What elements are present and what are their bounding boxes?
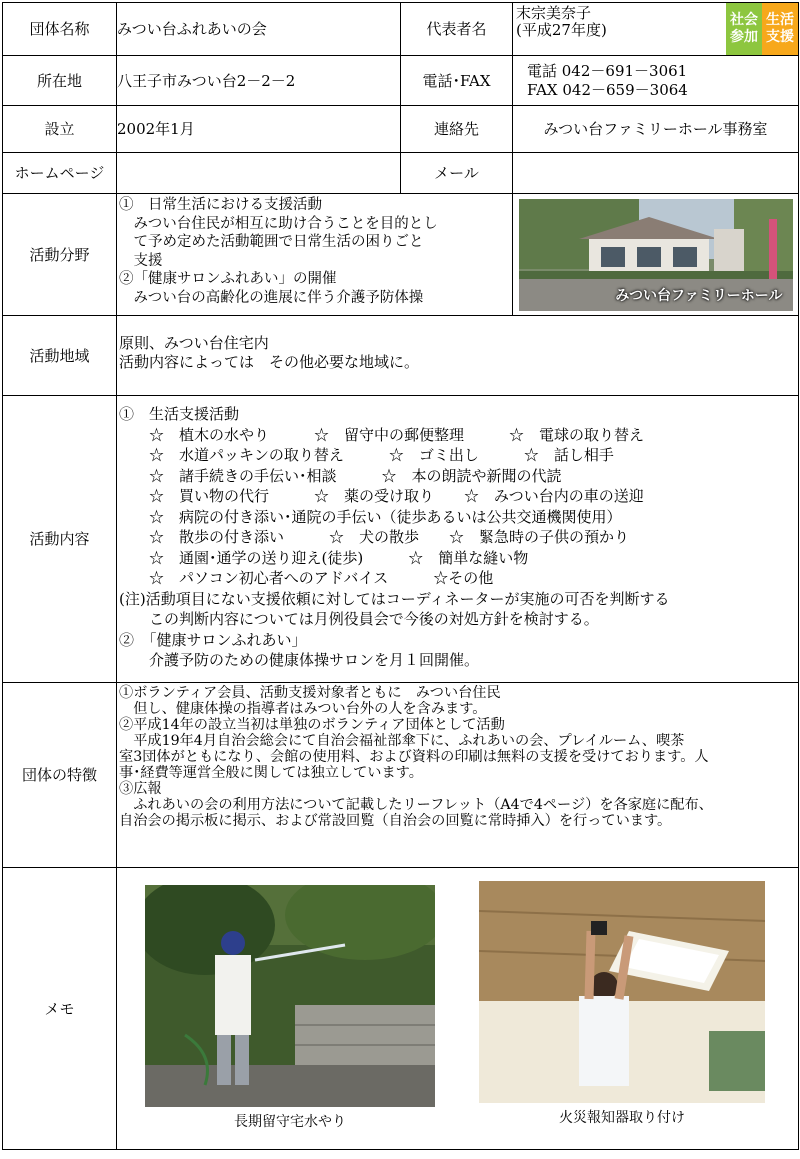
contact-place: みつい台ファミリーホール事務室 bbox=[513, 106, 799, 153]
label-contact: 連絡先 bbox=[401, 106, 513, 153]
label-founded: 設立 bbox=[3, 106, 117, 153]
label-activity-content: 活動内容 bbox=[3, 396, 117, 683]
fire-alarm-photo bbox=[479, 881, 765, 1103]
badge1-line1: 社会 bbox=[730, 12, 758, 28]
founded-date: 2002年1月 bbox=[117, 106, 401, 153]
tel-fax-cell bbox=[513, 56, 799, 106]
representative-name-line1: 末宗美奈子 bbox=[516, 4, 592, 22]
organization-name: みつい台ふれあいの会 bbox=[117, 3, 401, 56]
row-activity-content bbox=[3, 396, 799, 683]
row-activity-field bbox=[3, 194, 799, 316]
content-line: ① 生活支援活動 bbox=[119, 405, 240, 423]
watering-photo bbox=[145, 885, 435, 1107]
field-line: ① 日常生活における支援活動 bbox=[119, 197, 322, 213]
label-features: 団体の特徴 bbox=[3, 683, 117, 868]
row-memo bbox=[3, 868, 799, 1150]
content-line: ☆ 水道パッキンの取り替え ☆ ゴミ出し ☆ 話し相手 bbox=[119, 446, 614, 464]
memo-photos bbox=[117, 869, 798, 1149]
content-line: ☆ パソコン初心者へのアドバイス ☆その他 bbox=[119, 569, 494, 587]
representative-name bbox=[513, 3, 726, 55]
feature-line: 平成19年4月自治会総会にて自治会福祉部傘下に、ふれあいの会、プレイルーム、喫茶 bbox=[119, 733, 685, 749]
label-activity-field: 活動分野 bbox=[3, 194, 117, 316]
organization-profile-sheet bbox=[2, 2, 798, 1153]
fire-alarm-caption: 火災報知器取り付け bbox=[559, 1109, 685, 1126]
activity-content-text bbox=[117, 396, 799, 683]
row-address bbox=[3, 56, 799, 106]
family-hall-photo-caption: みつい台ファミリーホール bbox=[615, 287, 783, 304]
label-tel-fax: 電話･FAX bbox=[401, 56, 513, 106]
label-activity-area: 活動地域 bbox=[3, 316, 117, 396]
content-line: 介護予防のための健康体操サロンを月１回開催。 bbox=[119, 651, 480, 669]
features-lines bbox=[117, 683, 798, 829]
row-features bbox=[3, 683, 799, 868]
area-line: 原則、みつい台住宅内 bbox=[119, 334, 269, 352]
feature-line: ふれあいの会の利用方法について記載したリーフレット（A4で4ページ）を各家庭に配布、 bbox=[119, 797, 713, 813]
content-line: ☆ 買い物の代行 ☆ 薬の受け取り ☆ みつい台内の車の送迎 bbox=[119, 487, 644, 505]
activity-area-lines bbox=[117, 316, 798, 372]
content-line: ② 「健康サロンふれあい」 bbox=[119, 630, 307, 649]
activity-content-lines bbox=[117, 396, 798, 671]
field-line: ②「健康サロンふれあい」の開催 bbox=[119, 271, 337, 287]
content-line: ☆ 諸手続きの手伝い･相談 ☆ 本の朗読や新聞の代読 bbox=[119, 466, 562, 485]
activity-area-text bbox=[117, 316, 799, 396]
memo-cell bbox=[117, 868, 799, 1150]
badge2-line1: 生活 bbox=[766, 12, 794, 28]
content-line: この判断内容については月例役員会で今後の対処方針を検討する。 bbox=[119, 610, 599, 628]
label-mail: メール bbox=[401, 153, 513, 194]
feature-line: 自治会の掲示板に掲示、および常設回覧（自治会の回覧に常時挿入）を行っています。 bbox=[119, 813, 672, 829]
badge-social-participation bbox=[726, 3, 762, 55]
field-line: みつい台の高齢化の進展に伴う介護予防体操 bbox=[119, 289, 424, 306]
fax-number: FAX 042－659－3064 bbox=[527, 80, 688, 99]
feature-line: ③広報 bbox=[119, 781, 162, 797]
activity-field-lines bbox=[117, 194, 512, 307]
row-organization bbox=[3, 3, 799, 56]
row-activity-area bbox=[3, 316, 799, 396]
tel-number: 電話 042－691－3061 bbox=[527, 61, 688, 80]
feature-line: ②平成14年の設立当初は単独のボランティア団体として活動 bbox=[119, 717, 505, 733]
fire-alarm-illustration bbox=[479, 881, 765, 1103]
content-line: ☆ 散歩の付き添い ☆ 犬の散歩 ☆ 緊急時の子供の預かり bbox=[119, 528, 630, 546]
row-founded bbox=[3, 106, 799, 153]
field-line: 支援 bbox=[119, 252, 163, 269]
representative-wrap bbox=[513, 3, 798, 55]
watering-caption: 長期留守宅水やり bbox=[234, 1113, 346, 1130]
badge1-line2: 参加 bbox=[730, 29, 758, 45]
label-memo: メモ bbox=[3, 868, 117, 1150]
field-line: みつい台住民が相互に助け合うことを目的とし bbox=[119, 215, 438, 232]
label-address: 所在地 bbox=[3, 56, 117, 106]
content-line: (注)活動項目にない支援依頼に対してはコーディネーターが実施の可否を判断する bbox=[119, 589, 670, 608]
activity-field-text bbox=[117, 194, 513, 316]
label-representative: 代表者名 bbox=[401, 3, 513, 56]
field-line: て予め定めた活動範囲で日常生活の困りごと bbox=[119, 234, 424, 250]
representative-cell bbox=[513, 3, 799, 56]
content-line: ☆ 通園･通学の送り迎え(徒歩) ☆ 簡単な縫い物 bbox=[119, 548, 529, 567]
representative-term: (平成27年度) bbox=[516, 21, 607, 39]
feature-line: 事･経費等運営全般に関しては独立しています。 bbox=[119, 765, 423, 781]
feature-line: 但し、健康体操の指導者はみつい台外の人を含みます。 bbox=[119, 701, 487, 717]
content-line: ☆ 病院の付き添い･通院の手伝い（徒歩あるいは公共交通機関使用） bbox=[119, 507, 622, 526]
feature-line: ①ボランティア会員、活動支援対象者ともに みつい台住民 bbox=[119, 685, 501, 701]
label-organization-name: 団体名称 bbox=[3, 3, 117, 56]
mail-value bbox=[513, 153, 799, 194]
family-hall-photo bbox=[519, 199, 793, 311]
watering-illustration bbox=[145, 885, 435, 1107]
feature-line: 室3団体がともになり、会館の使用料、および資料の印刷は無料の支援を受けております。人 bbox=[119, 749, 709, 765]
badge-life-support bbox=[762, 3, 798, 55]
features-text bbox=[117, 683, 799, 868]
label-homepage: ホームページ bbox=[3, 153, 117, 194]
badge2-line2: 支援 bbox=[766, 29, 794, 45]
family-hall-photo-cell bbox=[513, 194, 799, 316]
area-line: 活動内容によっては その他必要な地域に。 bbox=[119, 353, 420, 371]
content-line: ☆ 植木の水やり ☆ 留守中の郵便整理 ☆ 電球の取り替え bbox=[119, 425, 645, 444]
row-homepage bbox=[3, 153, 799, 194]
tel-fax-lines bbox=[513, 62, 798, 100]
address: 八王子市みつい台2－2－2 bbox=[117, 56, 401, 106]
homepage-value bbox=[117, 153, 401, 194]
profile-table bbox=[2, 2, 799, 1150]
